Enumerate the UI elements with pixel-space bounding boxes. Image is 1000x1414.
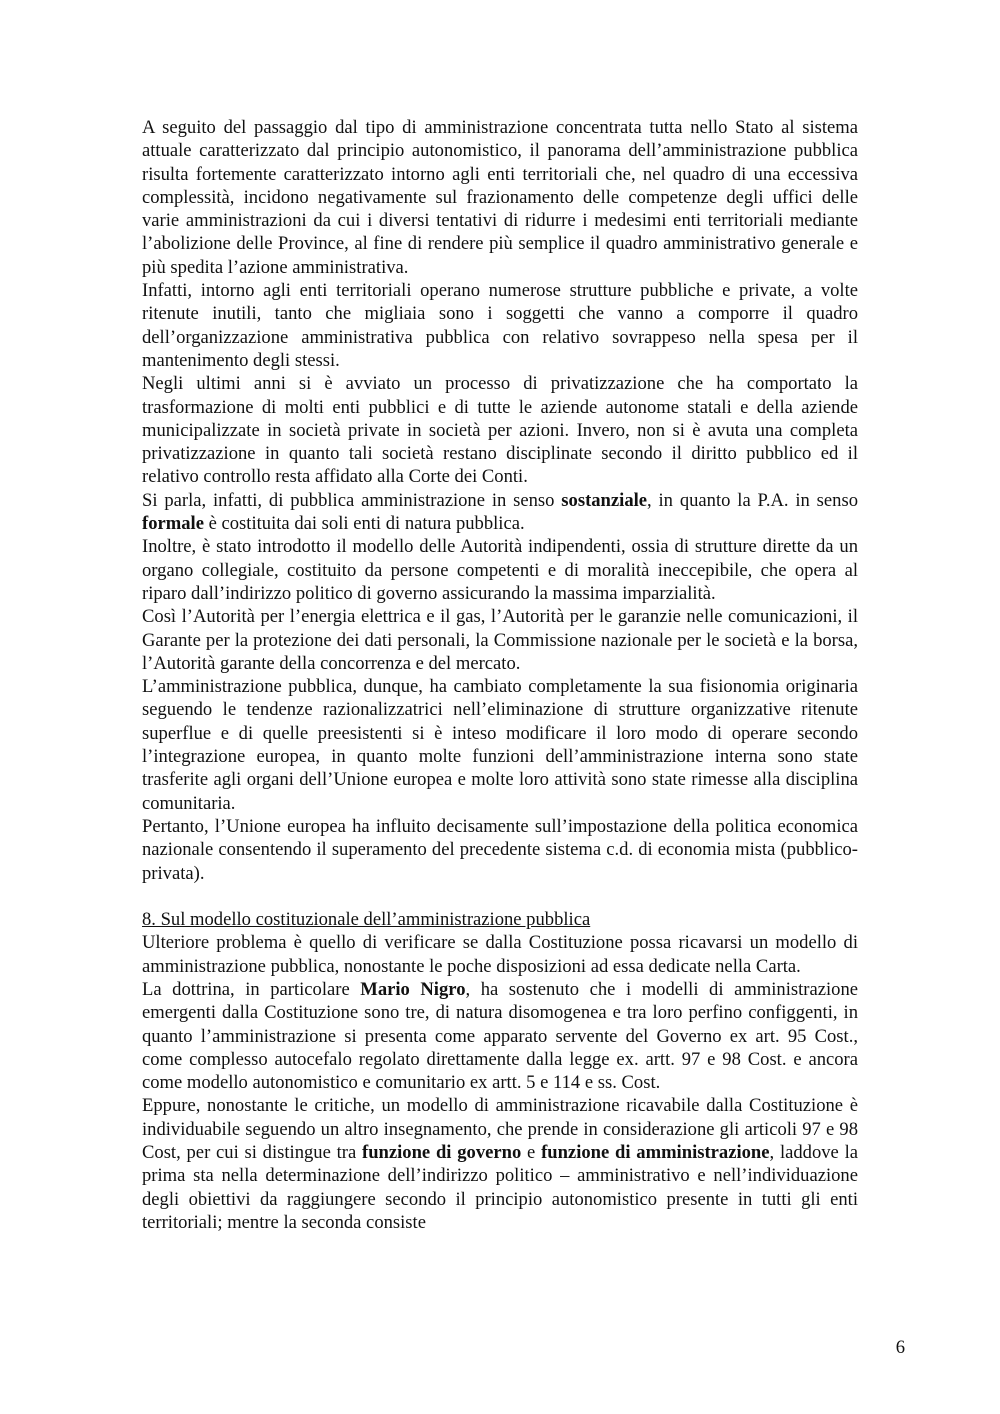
page-number: 6 [895,1337,905,1358]
paragraph-6: Così l’Autorità per l’energia elettrica e il gas, l’Autorità per le garanzie nelle comunicazioni, il Garante per la protezione dei dati personali, la Commissione nazionale per le società e la borsa, l’Autorità garante della concorrenza e del mercato. [142,606,858,674]
section-heading: 8. Sul modello costituzionale dell’amministrazione pubblica [142,909,591,931]
paragraph-2: Infatti, intorno agli enti territoriali operano numerose strutture pubbliche e private, a volte ritenute inutili, tanto che migliaia sono i soggetti che vanno a comporre il quadro dell’organizzazione amministrativa pubblica con relativo sovrappeso nella spesa per il mantenimento degli stessi. [142,280,858,371]
section-paragraph-3-text-2: e [521,1142,542,1164]
document-page [142,116,858,1234]
section-paragraph-2 [142,978,858,1094]
section-paragraph-3-bold-governo: funzione di governo [362,1142,522,1164]
section-paragraph-2-text-2: , ha sostenuto che i modelli di amministrazione emergenti dalla Costituzione sono tre, di natura disomogenea e tra loro perfino configgenti, in quanto l’amministrazione si presenta come apparato servente del Governo ex art. 95 Cost., come complesso autocefalo regolato direttamente dalla legge ex. artt. 97 e 98 Cost. e ancora come modello autonomistico e comunitario ex artt. 5 e 114 e ss. Cost. [142,978,858,1094]
paragraph-1: A seguito del passaggio dal tipo di amministrazione concentrata tutta nello Stato al sistema attuale caratterizzato dal principio autonomistico, il panorama dell’amministrazione pubblica risulta fortemente caratterizzato intorno agli enti territoriali che, nel quadro di una eccessiva complessità, incidono negativamente sul frazionamento delle competenze degli uffici delle varie amministrazioni da cui i diversi tentativi di ridurre i medesimi enti territoriali mediante l’abolizione delle Province, al fine di rendere più semplice il quadro amministrativo generale e più spedita l’azione amministrativa. [142,117,858,278]
paragraph-4-bold-sostanziale: sostanziale [561,489,648,511]
paragraph-4 [142,489,858,536]
paragraph-7: L’amministrazione pubblica, dunque, ha cambiato completamente la sua fisionomia originaria seguendo le tendenze razionalizzatrici nell’eliminazione di strutture organizzative ritenute superflue e di quelle preesistenti si è inteso modificare il loro modo di operare secondo l’integrazione europea, in quanto molte funzioni dell’amministrazione interna sono state trasferite agli organi dell’Unione europea e molte loro attività sono state rimesse alla disciplina comunitaria. [142,676,858,814]
section-spacer [142,885,858,908]
paragraph-4-text-1: Si parla, infatti, di pubblica amministrazione in senso [142,489,562,511]
paragraph-4-bold-formale: formale [142,513,204,535]
paragraph-3: Negli ultimi anni si è avviato un processo di privatizzazione che ha comportato la trasformazione di molti enti pubblici e di tutte le aziende autonome statali e della aziende municipalizzate in società private in società per azioni. Invero, non si è avuta una completa privatizzazione in quanto tali società restano disciplinate secondo il diritto pubblico ed il relativo controllo resta affidato alla Corte dei Conti. [142,373,858,488]
section-paragraph-2-text-1: La dottrina, in particolare [142,978,361,1000]
paragraph-4-text-3: è costituita dai soli enti di natura pubblica. [203,513,525,535]
section-paragraph-3-text-3: , laddove la prima sta nella determinazione dell’indirizzo politico – amministrativo e nell’individuazione degli obiettivi da raggiungere secondo il principio autonomistico presente in tutti gli enti territoriali; mentre la seconda consiste [142,1142,858,1233]
paragraph-5: Inoltre, è stato introdotto il modello delle Autorità indipendenti, ossia di strutture dirette da un organo collegiale, costituito da persone competenti e di moralità ineccepibile, che opera al riparo dall’indirizzo politico di governo assicurando la massima imparzialità. [142,536,858,604]
section-paragraph-3-bold-amministrazione: funzione di amministrazione [541,1142,770,1164]
section-paragraph-3-text-1: Eppure, nonostante le critiche, un modello di amministrazione ricavabile dalla Costituzione è individuabile seguendo un altro insegnamento, che prende in considerazione gli articoli 97 e 98 Cost, per cui si distingue tra [142,1095,858,1164]
paragraph-8: Pertanto, l’Unione europea ha influito decisamente sull’impostazione della politica economica nazionale consentendo il superamento del precedente sistema c.d. di economia mista (pubblico- privata). [142,815,858,884]
paragraph-4-text-2: , in quanto la P.A. in senso [647,489,859,511]
section-paragraph-3 [142,1094,858,1234]
section-paragraph-1: Ulteriore problema è quello di verificare se dalla Costituzione possa ricavarsi un modello di amministrazione pubblica, nonostante le poche disposizioni ad essa dedicate nella Carta. [142,932,858,977]
section-paragraph-2-bold-name: Mario Nigro [360,978,466,1000]
